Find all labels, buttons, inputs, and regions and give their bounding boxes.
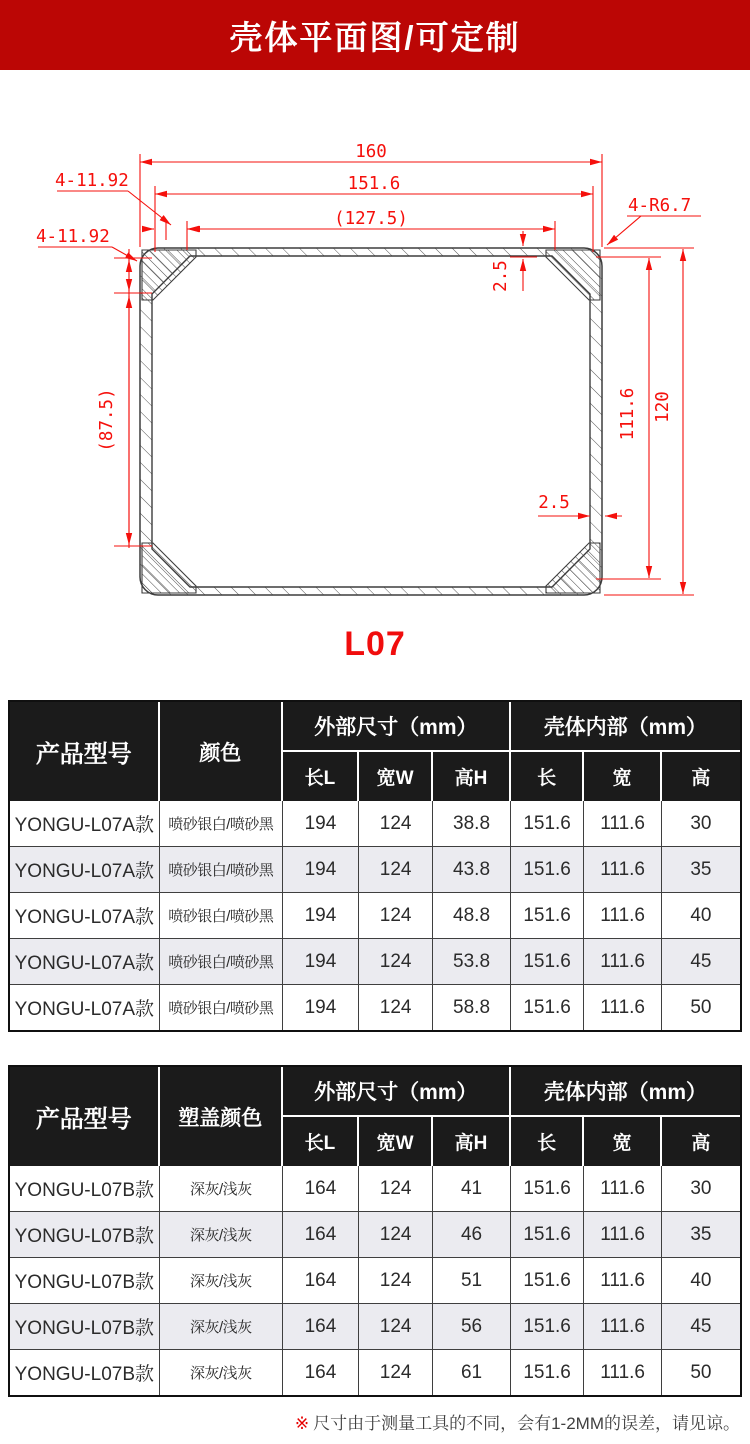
table-cell: 111.6: [584, 985, 661, 1030]
sub-header-inner-width: 宽: [584, 752, 661, 801]
table-cell: YONGU-L07B款: [10, 1212, 160, 1258]
sub-header-length-l: 长L: [283, 752, 359, 801]
wall-ring-hatch: [140, 248, 602, 595]
table-cell: 51: [433, 1258, 510, 1304]
table-cell: 50: [662, 1350, 740, 1395]
table-cell: 151.6: [511, 1166, 585, 1212]
table-row: [10, 847, 740, 893]
table-cell: 194: [283, 985, 359, 1030]
table-cell: 124: [359, 893, 433, 939]
table-cell: 35: [662, 1212, 740, 1258]
table-row: [10, 1258, 740, 1304]
col-header-lid-color: 塑盖颜色: [160, 1067, 283, 1166]
table-cell: 194: [283, 847, 359, 893]
table-cell: YONGU-L07B款: [10, 1166, 160, 1212]
table-cell: 124: [359, 1166, 433, 1212]
table-cell: 30: [662, 1166, 740, 1212]
enclosure-drawing: [0, 70, 750, 620]
table-cell: 43.8: [433, 847, 510, 893]
group-header-inner: 壳体内部（mm）: [511, 1067, 740, 1117]
table-cell: YONGU-L07A款: [10, 847, 160, 893]
outer-outline: [140, 248, 602, 595]
dim-wall-top: 2.5: [491, 260, 511, 292]
table-cell: 58.8: [433, 985, 510, 1030]
table-cell: 深灰/浅灰: [160, 1258, 283, 1304]
dim-inner-width: 151.6: [347, 174, 401, 194]
table-cell: 151.6: [511, 801, 585, 847]
table-cell: 111.6: [584, 801, 661, 847]
table-cell: YONGU-L07A款: [10, 801, 160, 847]
table-row: [10, 985, 740, 1030]
table-cell: 35: [662, 847, 740, 893]
table-cell: 喷砂银白/喷砂黑: [160, 801, 283, 847]
table-cell: 164: [283, 1304, 359, 1350]
table-cell: 111.6: [584, 1212, 661, 1258]
table-cell: 151.6: [511, 847, 585, 893]
table-cell: 124: [359, 801, 433, 847]
table-cell: 151.6: [511, 985, 585, 1030]
table-cell: 124: [359, 847, 433, 893]
table-cell: 喷砂银白/喷砂黑: [160, 847, 283, 893]
sub-header-inner-height: 高: [662, 1117, 740, 1166]
table-cell: 50: [662, 985, 740, 1030]
table-row: [10, 1166, 740, 1212]
enclosure-cross-section-svg: [0, 70, 750, 620]
model-label: L07: [344, 625, 406, 663]
col-header-color: 颜色: [160, 702, 283, 801]
table-cell: 164: [283, 1166, 359, 1212]
table-cell: 111.6: [584, 847, 661, 893]
dim-wall-bottom: 2.5: [538, 493, 570, 513]
table-cell: 194: [283, 893, 359, 939]
table-body: [10, 1166, 740, 1395]
sub-header-height-h: 高H: [433, 1117, 510, 1166]
table-cell: 喷砂银白/喷砂黑: [160, 939, 283, 985]
table-cell: 深灰/浅灰: [160, 1350, 283, 1395]
spec-table-l07b: [8, 1065, 742, 1397]
table-cell: 111.6: [584, 1166, 661, 1212]
inner-outline: [152, 256, 590, 587]
table-cell: 61: [433, 1350, 510, 1395]
table-cell: 194: [283, 939, 359, 985]
sub-header-inner-length: 长: [511, 1117, 585, 1166]
table-cell: 124: [359, 1350, 433, 1395]
table-cell: 151.6: [511, 939, 585, 985]
table-cell: 111.6: [584, 893, 661, 939]
col-header-product: 产品型号: [10, 1067, 160, 1166]
table-cell: 45: [662, 1304, 740, 1350]
table-cell: 111.6: [584, 1350, 661, 1395]
table-cell: 喷砂银白/喷砂黑: [160, 985, 283, 1030]
table-cell: YONGU-L07A款: [10, 939, 160, 985]
sub-header-width-w: 宽W: [359, 1117, 433, 1166]
table-header: [10, 1067, 740, 1166]
table-cell: 124: [359, 939, 433, 985]
dim-boss-span-w: (127.5): [334, 209, 408, 229]
table-cell: YONGU-L07A款: [10, 893, 160, 939]
sub-header-inner-length: 长: [511, 752, 585, 801]
table-cell: 48.8: [433, 893, 510, 939]
table-cell: 深灰/浅灰: [160, 1212, 283, 1258]
table-cell: 40: [662, 1258, 740, 1304]
table-cell: YONGU-L07A款: [10, 985, 160, 1030]
table-row: [10, 1350, 740, 1395]
table-cell: 151.6: [511, 1304, 585, 1350]
table-cell: 56: [433, 1304, 510, 1350]
table-cell: 124: [359, 1258, 433, 1304]
table-cell: 111.6: [584, 1258, 661, 1304]
table-cell: 38.8: [433, 801, 510, 847]
page-title: 壳体平面图/可定制: [229, 18, 521, 56]
table-cell: 111.6: [584, 1304, 661, 1350]
table-cell: 45: [662, 939, 740, 985]
group-header-outer: 外部尺寸（mm）: [283, 702, 511, 752]
footnote-text: 尺寸由于测量工具的不同，会有1-2MM的误差，请见谅。: [313, 1414, 740, 1433]
dim-boss-span-h: (87.5): [97, 388, 117, 452]
table-cell: 164: [283, 1350, 359, 1395]
table-cell: 164: [283, 1212, 359, 1258]
col-header-product: 产品型号: [10, 702, 160, 801]
group-header-outer: 外部尺寸（mm）: [283, 1067, 511, 1117]
table-cell: 151.6: [511, 1212, 585, 1258]
table-cell: 124: [359, 1304, 433, 1350]
table-cell: 194: [283, 801, 359, 847]
table-cell: 124: [359, 985, 433, 1030]
table-cell: YONGU-L07B款: [10, 1258, 160, 1304]
table-cell: 111.6: [584, 939, 661, 985]
table-cell: 喷砂银白/喷砂黑: [160, 893, 283, 939]
table-row: [10, 893, 740, 939]
table-row: [10, 939, 740, 985]
table-cell: 151.6: [511, 1258, 585, 1304]
dim-chamfer-left: 4-11.92: [36, 227, 110, 247]
table-cell: 46: [433, 1212, 510, 1258]
table-cell: 41: [433, 1166, 510, 1212]
table-cell: 深灰/浅灰: [160, 1166, 283, 1212]
dim-chamfer-top: 4-11.92: [55, 171, 129, 191]
table-row: [10, 801, 740, 847]
dim-outer-height: 120: [653, 391, 673, 423]
table-cell: 164: [283, 1258, 359, 1304]
corner-bosses: [142, 250, 600, 593]
footnote-marker: ※: [294, 1414, 310, 1433]
sub-header-width-w: 宽W: [359, 752, 433, 801]
dim-outer-width: 160: [355, 142, 387, 162]
sub-header-inner-width: 宽: [584, 1117, 661, 1166]
table-cell: 40: [662, 893, 740, 939]
spec-table-l07a: [8, 700, 742, 1032]
table-cell: 151.6: [511, 893, 585, 939]
sub-header-height-h: 高H: [433, 752, 510, 801]
title-banner: [0, 0, 750, 70]
table-row: [10, 1304, 740, 1350]
table-cell: 53.8: [433, 939, 510, 985]
table-cell: 深灰/浅灰: [160, 1304, 283, 1350]
table-cell: 151.6: [511, 1350, 585, 1395]
table-header: [10, 702, 740, 801]
table-cell: 124: [359, 1212, 433, 1258]
table-row: [10, 1212, 740, 1258]
table-body: [10, 801, 740, 1030]
sub-header-length-l: 长L: [283, 1117, 359, 1166]
table-cell: 30: [662, 801, 740, 847]
table-cell: YONGU-L07B款: [10, 1350, 160, 1395]
dim-inner-height: 111.6: [618, 387, 638, 441]
table-cell: YONGU-L07B款: [10, 1304, 160, 1350]
group-header-inner: 壳体内部（mm）: [511, 702, 740, 752]
tolerance-footnote: [0, 1409, 740, 1444]
dim-corner-radius: 4-R6.7: [628, 196, 692, 216]
sub-header-inner-height: 高: [662, 752, 740, 801]
